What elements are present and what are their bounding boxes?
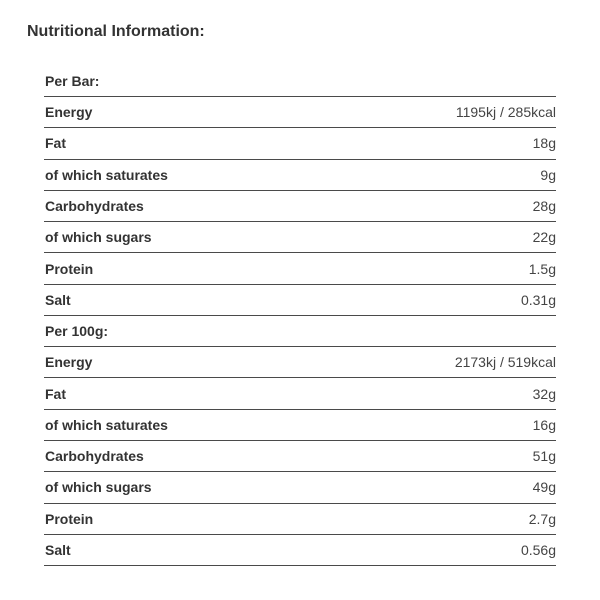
row-value: 0.31g [520, 291, 556, 308]
row-value: 51g [532, 448, 556, 465]
table-row-fat [44, 378, 556, 409]
table-row-energy [44, 97, 556, 128]
table-row-energy [44, 347, 556, 378]
row-label: Salt [45, 542, 71, 558]
section-header-per-bar: Per Bar: [44, 66, 556, 97]
row-label: of which saturates [45, 166, 168, 183]
row-label: of which sugars [45, 229, 152, 246]
row-value: 16g [532, 416, 556, 433]
row-value: 22g [532, 229, 556, 246]
nutrition-table [44, 66, 556, 566]
row-value: 1195kj / 285kcal [455, 104, 556, 121]
table-row-carbohydrates [44, 441, 556, 472]
row-label: Salt [45, 291, 71, 308]
row-label: of which saturates [45, 416, 168, 433]
table-row-protein [44, 253, 556, 284]
row-label: Protein [45, 260, 94, 277]
row-value: 18g [532, 135, 556, 152]
table-row-fat [44, 128, 556, 159]
row-value: 28g [532, 198, 556, 215]
table-row-protein [44, 504, 556, 535]
row-value: 2.7g [528, 510, 556, 527]
table-row-salt [44, 535, 556, 566]
row-value: 1.5g [528, 260, 556, 277]
row-value: 9g [540, 166, 556, 183]
page-title: Nutritional Information: [27, 23, 205, 40]
row-label: Carbohydrates [45, 198, 144, 215]
table-row-salt [44, 285, 556, 316]
row-label: Carbohydrates [45, 448, 144, 465]
row-value: 49g [532, 479, 556, 496]
table-row-saturates [44, 160, 556, 191]
row-label: Fat [45, 135, 66, 152]
row-value: 2173kj / 519kcal [454, 354, 556, 371]
table-row-sugars [44, 472, 556, 503]
section-header-per-100g: Per 100g: [44, 316, 556, 347]
row-label: Protein [45, 510, 94, 527]
row-label: Fat [45, 385, 66, 402]
table-row-carbohydrates [44, 191, 556, 222]
table-row-sugars [44, 222, 556, 253]
row-value: 32g [532, 385, 556, 402]
row-label: Energy [45, 354, 93, 371]
table-row-saturates [44, 410, 556, 441]
row-label: Energy [45, 104, 93, 121]
row-value: 0.56g [520, 542, 556, 558]
row-label: of which sugars [45, 479, 152, 496]
